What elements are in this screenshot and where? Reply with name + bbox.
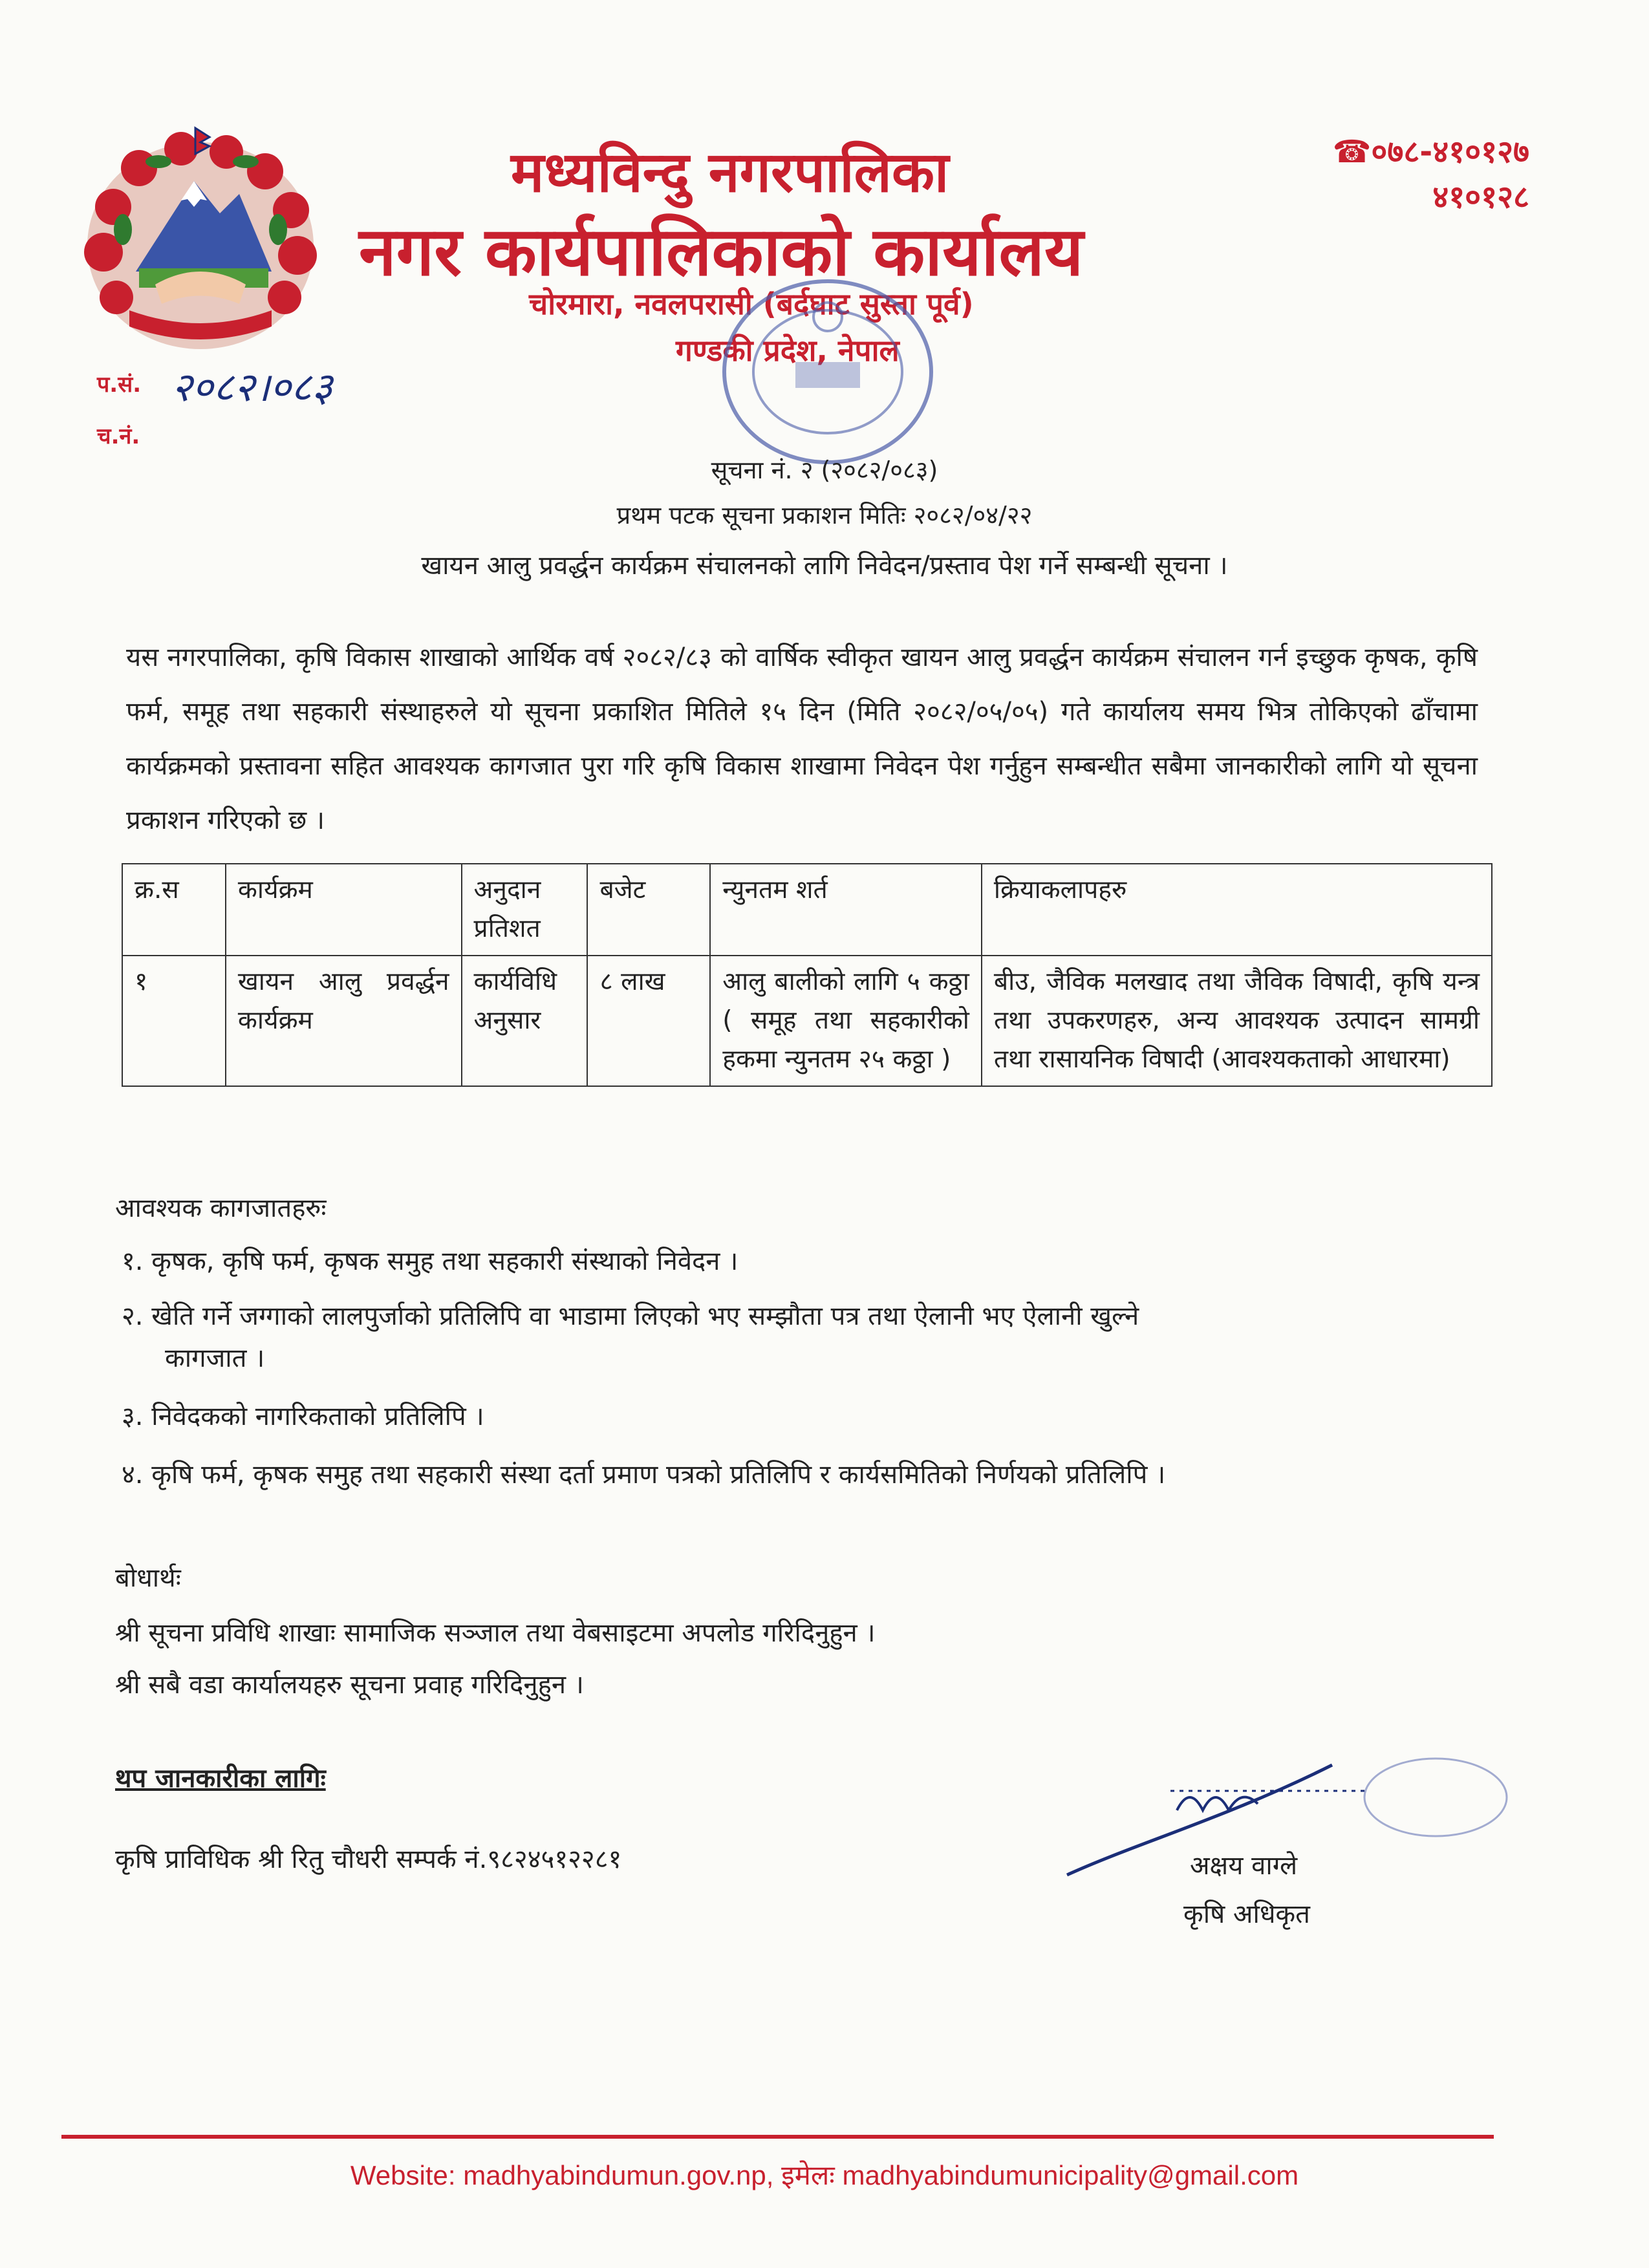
office-name: नगर कार्यपालिकाको कार्यालय	[359, 212, 1084, 291]
phone-number-2: ४१०१२८	[1432, 179, 1529, 215]
table-header-cell: बजेट	[587, 864, 710, 956]
first-published-date: प्रथम पटक सूचना प्रकाशन मितिः २०८२/०४/२२	[616, 501, 1033, 530]
table-cell: खायन आलु प्रवर्द्धन कार्यक्रम	[226, 956, 462, 1086]
table-cell: बीउ, जैविक मलखाद तथा जैविक विषादी, कृषि यन्त्र तथा उपकरणहरु, अन्य आवश्यक उत्पादन सामग्री तथा रासायनिक विषादी (आवश्यकताको आधारमा)	[982, 956, 1492, 1086]
documents-title: आवश्यक कागजातहरुः	[115, 1193, 327, 1223]
table-cell: कार्यविधि अनुसार	[462, 956, 588, 1086]
cc-title: बोधार्थः	[115, 1563, 181, 1593]
list-item: कागजात ।	[165, 1343, 265, 1373]
signatory-name: अक्षय वाग्ले	[1190, 1851, 1298, 1881]
list-item: २. खेति गर्ने जग्गाको लालपुर्जाको प्रतिलिपि वा भाडामा लिएको भए सम्झौता पत्र तथा ऐलानी भए ऐलानी खुल्ने	[122, 1301, 1139, 1331]
footer-divider	[61, 2135, 1494, 2139]
office-address: चोरमारा, नवलपरासी (बर्दघाट सुस्ता पूर्व)	[529, 286, 974, 321]
phone-numbers	[1271, 129, 1529, 220]
province-name: गण्डकी प्रदेश, नेपाल	[676, 333, 900, 368]
list-item: ४. कृषि फर्म, कृषक समुह तथा सहकारी संस्था दर्ता प्रमाण पत्रको प्रतिलिपि र कार्यसमितिको निर्णयको प्रतिलिपि ।	[122, 1460, 1166, 1490]
program-table	[122, 863, 1493, 1087]
municipality-name: मध्यविन्दु नगरपालिका	[511, 140, 949, 205]
footer-contact: Website: madhyabindumun.gov.np, इमेलः madhyabindumunicipality@gmail.com	[350, 2160, 1299, 2190]
phone-number-1: ☎०७८-४१०१२७	[1332, 134, 1529, 170]
notice-number: सूचना नं. २ (२०८२/०८३)	[711, 456, 938, 484]
notice-subject: खायन आलु प्रवर्द्धन कार्यक्रम संचालनको लागि निवेदन/प्रस्ताव पेश गर्ने सम्बन्धी सूचना ।	[421, 551, 1228, 581]
list-item: १. कृषक, कृषि फर्म, कृषक समुह तथा सहकारी संस्थाको निवेदन ।	[122, 1246, 738, 1276]
table-header-cell: कार्यक्रम	[226, 864, 462, 956]
table-cell: आलु बालीको लागि ५ कठ्ठा ( समूह तथा सहकारीको हकमा न्युनतम २५ कठ्ठा )	[710, 956, 982, 1086]
table-row	[122, 956, 1492, 1086]
table-header-cell: क्र.स	[122, 864, 226, 956]
table-header-cell: न्युनतम शर्त	[710, 864, 982, 956]
contact-title: थप जानकारीका लागिः	[115, 1764, 326, 1793]
notice-body: यस नगरपालिका, कृषि विकास शाखाको आर्थिक वर्ष २०८२/८३ को वार्षिक स्वीकृत खायन आलु प्रवर्द्धन कार्यक्रम संचालन गर्न इच्छुक कृषक, कृषि फर्म, समूह तथा सहकारी संस्थाहरुले यो सूचना प्रकाशित मितिले १५ दिन (मिति २०८२/०५/०५) गते कार्यालय समय भित्र तोकिएको ढाँचामा कार्यक्रमको प्रस्तावना सहित आवश्यक कागजात पुरा गरि कृषि विकास शाखामा निवेदन पेश गर्नुहुन सम्बन्धीत सबैमा जानकारीको लागि यो सूचना प्रकाशन गरिएको छ ।	[126, 643, 1478, 835]
contact-line: कृषि प्राविधिक श्री रितु चौधरी सम्पर्क नं.९८२४५१२२८१	[115, 1845, 622, 1874]
table-cell: १	[122, 956, 226, 1086]
ps-value: २०८२।०८३	[171, 363, 333, 411]
list-item: ३. निवेदकको नागरिकताको प्रतिलिपि ।	[122, 1402, 484, 1431]
cn-label: च.नं.	[97, 423, 140, 449]
table-header-row	[122, 864, 1492, 956]
table-header-cell: क्रियाकलापहरु	[982, 864, 1492, 956]
list-item: श्री सूचना प्रविधि शाखाः सामाजिक सञ्जाल तथा वेबसाइटमा अपलोड गरिदिनुहुन ।	[115, 1618, 876, 1648]
table-header-cell: अनुदान प्रतिशत	[462, 864, 588, 956]
list-item: श्री सबै वडा कार्यालयहरु सूचना प्रवाह गरिदिनुहुन ।	[115, 1670, 584, 1700]
office-stamp	[705, 265, 951, 478]
table-cell: ८ लाख	[587, 956, 710, 1086]
nepal-emblem-icon	[78, 123, 323, 356]
ps-label: प.सं.	[97, 372, 142, 398]
signatory-title: कृषि अधिकृत	[1183, 1899, 1310, 1929]
